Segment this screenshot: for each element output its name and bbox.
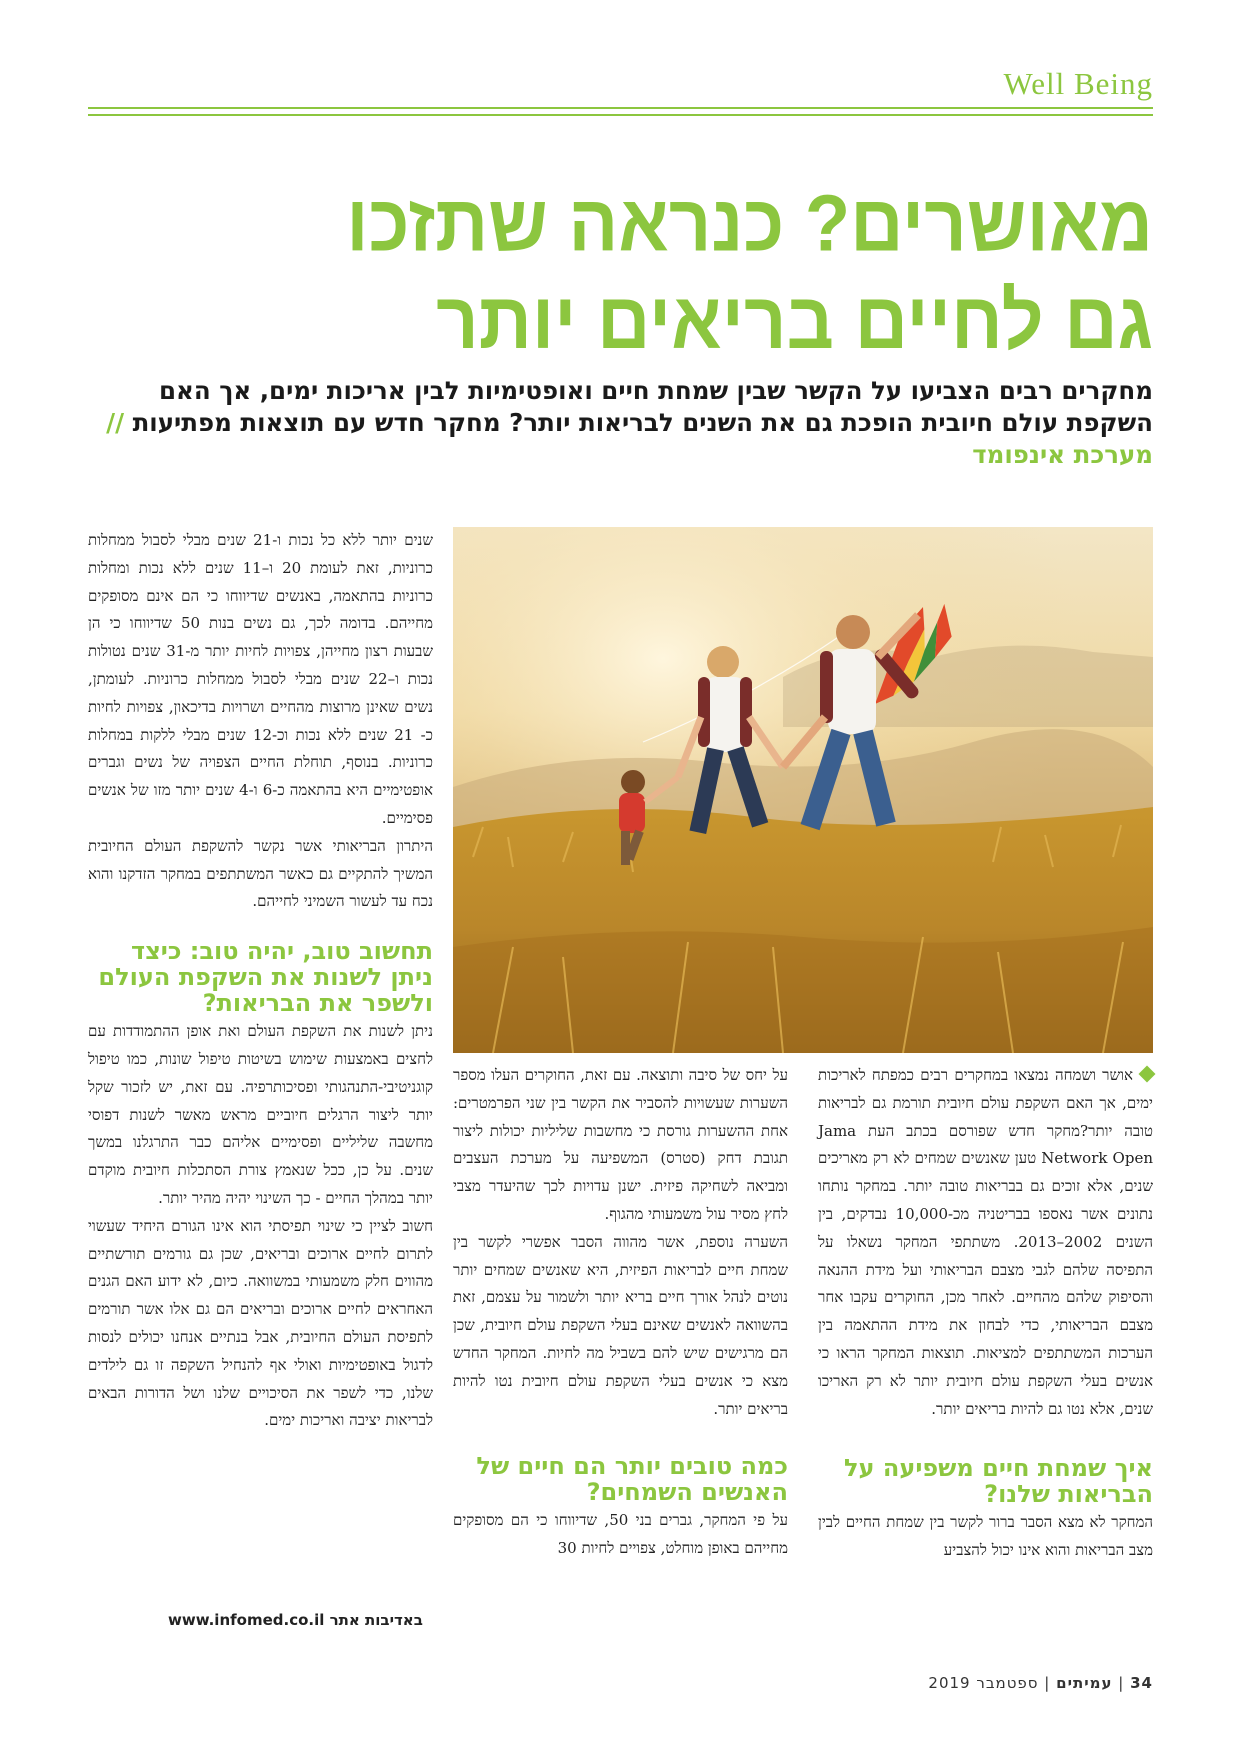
column-middle (453, 1062, 788, 1563)
right-subheading: איך שמחת חיים משפיעה על הבריאות שלנו? (844, 1454, 1153, 1509)
title-line-1: מאושרים? כנראה שתזכו (346, 178, 1153, 268)
title-line-2: גם לחיים בריאים יותר (436, 275, 1153, 366)
lead-paragraph (88, 375, 1153, 471)
lead-text: מחקרים רבים הצביעו על הקשר שבין שמחת חיים ואופטימיות לבין אריכות ימים, אך האם השקפת עולם חיובית הופכת גם את השנים לבריאות יותר? מחקר חדש עם תוצאות מפתיעות (132, 376, 1153, 437)
family-kite-photo (453, 527, 1153, 1053)
middle-paragraph-2: השערה נוספת, אשר מהווה הסבר אפשרי לקשר בין שמחת חיים לבריאות הפיזית, היא שאנשים שמחים יותר נוטים לנהל אורך חיים בריא יותר ולשמור על עצמם, זאת בהשוואה לאנשים שאינם בעלי השקפת עולם חיובית, שכן הם מרגישים שיש להם בשביל מה לחיות. המחקר החדש מצא כי אנשים בעלי השקפת עולם חיובית נטו להיות בריאים יותר. (453, 1232, 788, 1418)
issue-date: ספטמבר 2019 (928, 1674, 1039, 1692)
right-paragraph-1 (818, 1062, 1153, 1423)
header-divider (88, 107, 1153, 109)
left-subheading: תחשוב טוב, יהיה טוב: כיצד ניתן לשנות את השקפת העולם ולשפר את הבריאות? (98, 937, 433, 1018)
middle-paragraph-1: על יחס של סיבה ותוצאה. עם זאת, החוקרים העלו מספר השערות שעשויות להסביר את הקשר בין שני הפרמטרים: אחת ההשערות גורסת כי מחשבות שליליות יכולות ליצור תגובת דחק (סטרס) המשפיעה על מערכת העצבים ומביאה לשחיקה פיזית. ישנן עדויות לכך שהיעדר מצבי לחץ מסיר עול משמעותי מהגוף. (453, 1066, 788, 1223)
column-right (818, 1062, 1153, 1565)
left-paragraph-1: שנים יותר ללא כל נכות ו-21 שנים מבלי לסבול ממחלות כרוניות, זאת לעומת 20 ו–11 שנים ללא נכות ומחלות כרוניות בהתאמה, באנשים שדיווחו כי הם אינם מסופקים מחייהם. בדומה לכך, גם נשים בנות 50 שדיווחו כי הן שבעות רצון מחייהן, צפויות לחיות יותר מ-31 שנים נטולות נכות ו–22 שנים מבלי לסבול ממחלות כרוניות. לעומתן, נשים שאינן מרוצות מהחיים ושרויות בדיכאון, צפויות לחיות כ- 21 שנים ללא נכות וכ-12 שנים מבלי ללקות במחלות כרוניות. בנוסף, תוחלת החיים הצפויה של נשים וגברים אופטימיים היא בהתאמה כ-6 ו-4 שנים יותר מזו של אנשים פסימיים. (88, 531, 434, 827)
middle-subheading: כמה טובים יותר הם חיים של האנשים השמחים? (476, 1452, 788, 1507)
page-footer: 34 | עמיתים | ספטמבר 2019 (928, 1674, 1153, 1692)
article-title (88, 175, 1153, 369)
left-paragraph-3: ניתן לשנות את השקפת העולם ואת אופן ההתמודדות עם לחצים באמצעות שימוש בשיטות טיפול שונות, כמו טיפול קוגניטיבי-התנהגותי ופסיכותרפיה. עם זאת, יש לזכור שקל יותר ליצור הרגלים חיוביים מראש מאשר לשנות דפוסי מחשבה שליליים ופסימיים אליהם כבר התרגלנו במשך שנים. על כן, ככל שנאמץ צורת הסתכלות חיובית מוקדם יותר במהלך החיים - כך השינוי יהיה מהיר יותר. (88, 1022, 433, 1207)
left-paragraph-2: היתרון הבריאותי אשר נקשר להשקפת העולם החיובית המשיך להתקיים גם כאשר המשתתפים במחקר הזדקנו והוא נכח עד לעשור השמיני לחייהם. (88, 836, 433, 911)
column-left (88, 527, 433, 1435)
page-number: 34 (1130, 1674, 1153, 1692)
right-paragraph-2: המחקר לא מצא הסבר ברור לקשר בין שמחת החיים לבין מצב הבריאות והוא אינו יכול להצביע (818, 1513, 1153, 1560)
byline: // מערכת אינפומד (106, 408, 1153, 469)
left-paragraph-4: חשוב לציין כי שינוי תפיסתי הוא אינו הגורם היחיד שעשוי לתרום לחיים ארוכים ובריאים, שכן גם גורמים תורשתיים מהווים חלק משמעותי במשוואה. כיום, לא ידוע האם הגנים האחראים לחיים ארוכים ובריאים הם גם אלו אשר תורמים לתפיסת העולם החיובית, אבל בנתיים אנחנו יכולים לנסות לדגול באופטימיות ואולי אף להנחיל השקפה זו גם לילדים שלנו, כדי לשפר את הסיכויים שלנו ושל הדורות הבאים לבריאות יציבה ואריכות ימים. (88, 1216, 433, 1430)
header-divider-second (88, 114, 1153, 116)
section-label: Well Being (1003, 66, 1153, 101)
magazine-name: עמיתים (1056, 1674, 1113, 1692)
source-credit: באדיבות אתר www.infomed.co.il (168, 1611, 423, 1629)
right-paragraph-1-text: אושר ושמחה נמצאו במחקרים רבים כמפתח לאריכות ימים, אך האם השקפת עולם חיובית תורמת גם לבריאות טובה יותר?מחקר חדש שפורסם בכתב העת Jama Network Open טען שאנשים שמחים לא רק מאריכים שנים, אלא זוכים גם בבריאות טובה יותר. במחקר נותחו נתונים אשר נאספו בבריטניה מכ-10,000 נבדקים, בין השנים 2002–2013. משתתפי המחקר נשאלו על התפיסה שלהם לגבי מצבם הבריאותי ועל מידת ההנאה והסיפוק שלהם מהחיים. לאחר מכן, החוקרים עקבו אחר מצבם הבריאותי, כדי לבחון את מידת ההתאמה בין הערכות המשתתפים למציאות. תוצאות המחקר הראו כי אנשים בעלי השקפת עולם חיובית יותר לא רק האריכו שנים, אלא נטו גם להיות בריאים יותר. (818, 1066, 1154, 1418)
middle-paragraph-3: על פי המחקר, גברים בני 50, שדיווחו כי הם מסופקים מחייהם באופן מוחלט, צפויים לחיות 30 (453, 1511, 788, 1558)
bullet-icon (1139, 1066, 1156, 1083)
